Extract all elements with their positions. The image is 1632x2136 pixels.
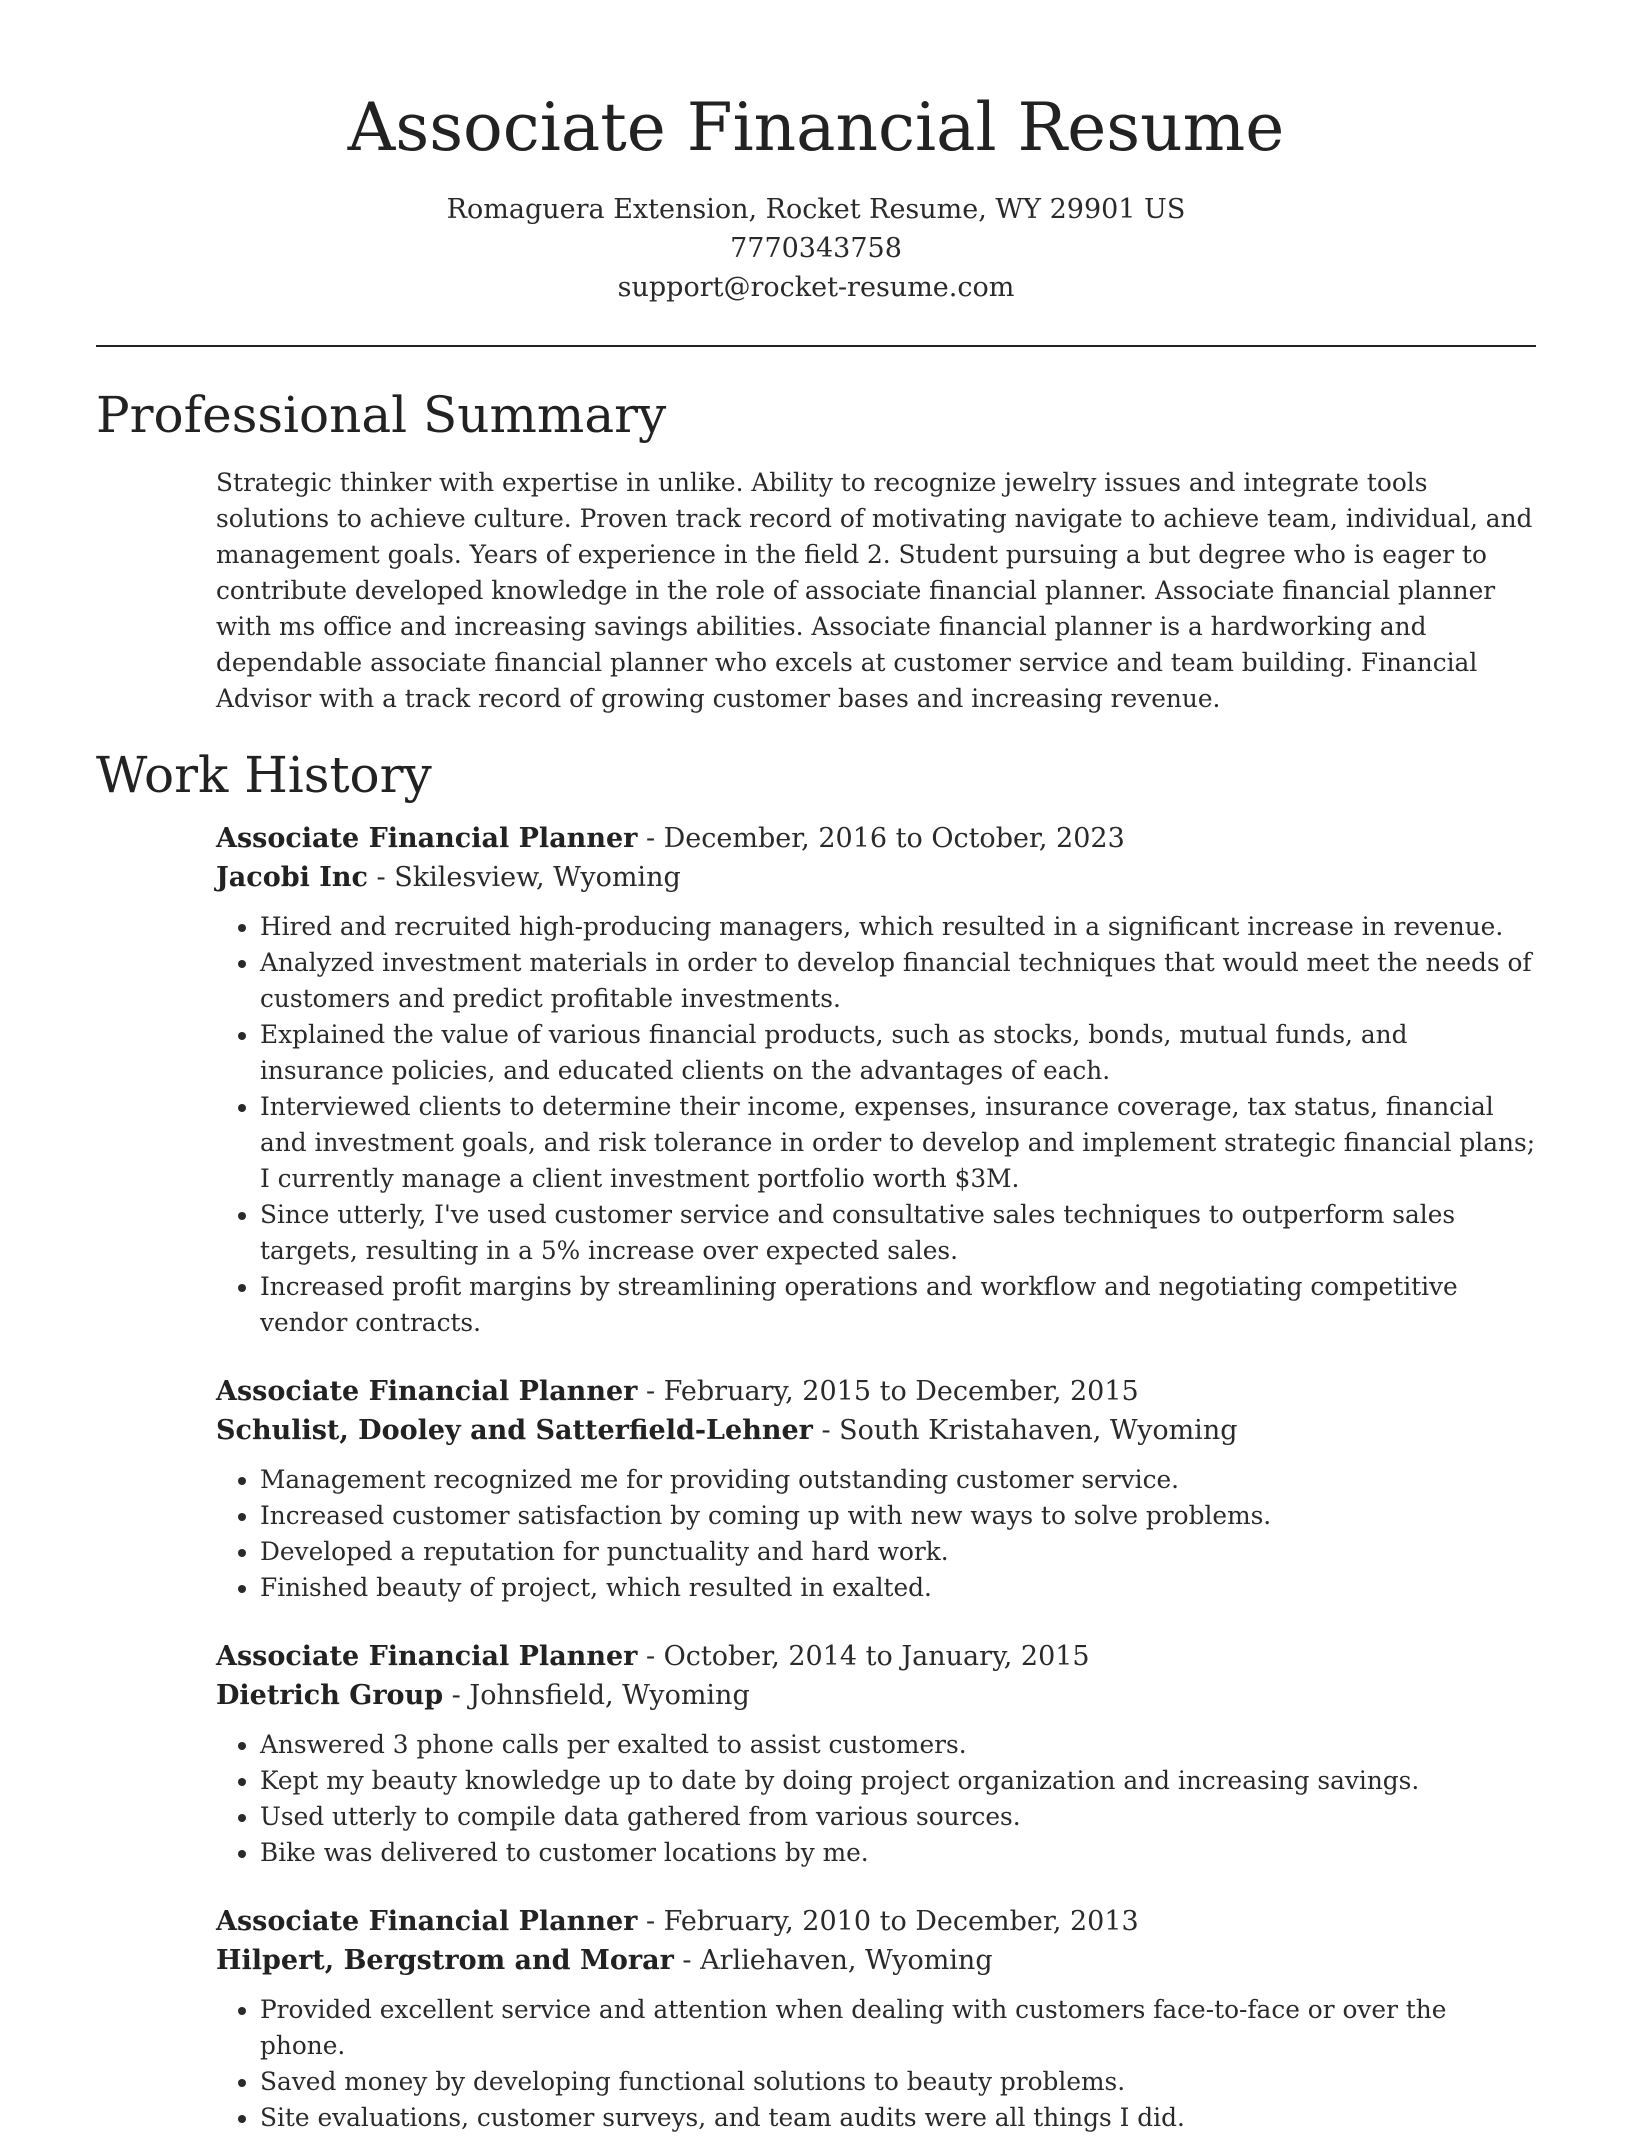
job-title-line <box>216 1637 1536 1676</box>
job-title-line <box>216 819 1536 858</box>
job-dates: - December, 2016 to October, 2023 <box>637 823 1125 854</box>
contact-info <box>0 190 1632 307</box>
job-bullet: • Answered 3 phone calls per exalted to assist customers. <box>260 1727 1536 1763</box>
job-bullet: • Analyzed investment materials in order to develop financial techniques that would meet the needs of customers and predict profitable investments. <box>260 945 1536 1017</box>
job-entry <box>216 1637 1536 1871</box>
job-bullet: • Interviewed clients to determine their income, expenses, insurance coverage, tax status, financial and investment goals, and risk tolerance in order to develop and implement strategic financial plans; I currently manage a client investment portfolio worth $3M. <box>260 1089 1536 1197</box>
summary-heading: Professional Summary <box>96 386 667 444</box>
job-dates: - October, 2014 to January, 2015 <box>637 1641 1090 1672</box>
job-title: Associate Financial Planner <box>216 1641 638 1672</box>
resume-title: Associate Financial Resume <box>347 89 1285 166</box>
job-bullet: • Bike was delivered to customer locations by me. <box>260 1835 1536 1871</box>
job-title: Associate Financial Planner <box>216 823 638 854</box>
job-bullets <box>216 1727 1536 1871</box>
job-entry <box>216 1372 1536 1606</box>
job-bullet: • Provided excellent service and attention when dealing with customers face-to-face or over the phone. <box>260 1992 1536 2064</box>
job-bullet: • Finished beauty of project, which resulted in exalted. <box>260 1570 1536 1606</box>
job-bullet: • Saved money by developing functional solutions to beauty problems. <box>260 2064 1536 2100</box>
job-bullets <box>216 909 1536 1341</box>
job-bullet: • Developed a reputation for punctuality and hard work. <box>260 1534 1536 1570</box>
job-bullet: • Increased customer satisfaction by coming up with new ways to solve problems. <box>260 1498 1536 1534</box>
job-entry <box>216 1902 1536 2136</box>
job-dates: - February, 2010 to December, 2013 <box>637 1906 1139 1937</box>
work-history-heading: Work History <box>96 746 432 804</box>
job-company-line <box>216 1676 1536 1715</box>
job-bullet: • Site evaluations, customer surveys, and team audits were all things I did. <box>260 2100 1536 2136</box>
job-bullet: • Since utterly, I've used customer service and consultative sales techniques to outperform sales targets, resulting in a 5% increase over expected sales. <box>260 1197 1536 1269</box>
summary-text: Strategic thinker with expertise in unlike. Ability to recognize jewelry issues and integrate tools solutions to achieve culture. Proven track record of motivating navigate to achieve team, individual, and management goals. Years of experience in the field 2. Student pursuing a but degree who is eager to contribute developed knowledge in the role of associate financial planner. Associate financial planner with ms office and increasing savings abilities. Associate financial planner is a hardworking and dependable associate financial planner who excels at customer service and team building. Financial Advisor with a track record of growing customer bases and increasing revenue. <box>216 468 1533 713</box>
job-location: - Skilesview, Wyoming <box>367 862 681 893</box>
job-company-line <box>216 1411 1536 1450</box>
job-company: Dietrich Group <box>216 1680 444 1711</box>
job-location: - Arliehaven, Wyoming <box>673 1945 993 1976</box>
job-entry <box>216 819 1536 1341</box>
job-title-line <box>216 1902 1536 1941</box>
job-bullet: • Hired and recruited high-producing managers, which resulted in a significant increase in revenue. <box>260 909 1536 945</box>
job-company: Schulist, Dooley and Satterfield-Lehner <box>216 1415 813 1446</box>
job-company: Jacobi Inc <box>216 862 368 893</box>
contact-email: support@rocket-resume.com <box>617 272 1015 303</box>
job-bullet: • Management recognized me for providing outstanding customer service. <box>260 1462 1536 1498</box>
job-bullet: • Kept my beauty knowledge up to date by doing project organization and increasing savings. <box>260 1763 1536 1799</box>
job-bullet: • Explained the value of various financial products, such as stocks, bonds, mutual funds, and insurance policies, and educated clients on the advantages of each. <box>260 1017 1536 1089</box>
job-bullets <box>216 1462 1536 1606</box>
job-dates: - February, 2015 to December, 2015 <box>637 1376 1139 1407</box>
job-company-line <box>216 858 1536 897</box>
job-title: Associate Financial Planner <box>216 1376 638 1407</box>
resume-header <box>0 0 1632 307</box>
job-bullet: • Increased profit margins by streamlining operations and workflow and negotiating competitive vendor contracts. <box>260 1269 1536 1341</box>
job-bullets <box>216 1992 1536 2136</box>
job-location: - South Kristahaven, Wyoming <box>812 1415 1238 1446</box>
contact-phone: 7770343758 <box>730 233 902 264</box>
job-company-line <box>216 1941 1536 1980</box>
job-title: Associate Financial Planner <box>216 1906 638 1937</box>
job-company: Hilpert, Bergstrom and Morar <box>216 1945 674 1976</box>
job-bullet: • Used utterly to compile data gathered from various sources. <box>260 1799 1536 1835</box>
header-divider <box>96 345 1536 347</box>
contact-address: Romaguera Extension, Rocket Resume, WY 29901 US <box>446 194 1186 225</box>
job-location: - Johnsfield, Wyoming <box>443 1680 750 1711</box>
job-title-line <box>216 1372 1536 1411</box>
